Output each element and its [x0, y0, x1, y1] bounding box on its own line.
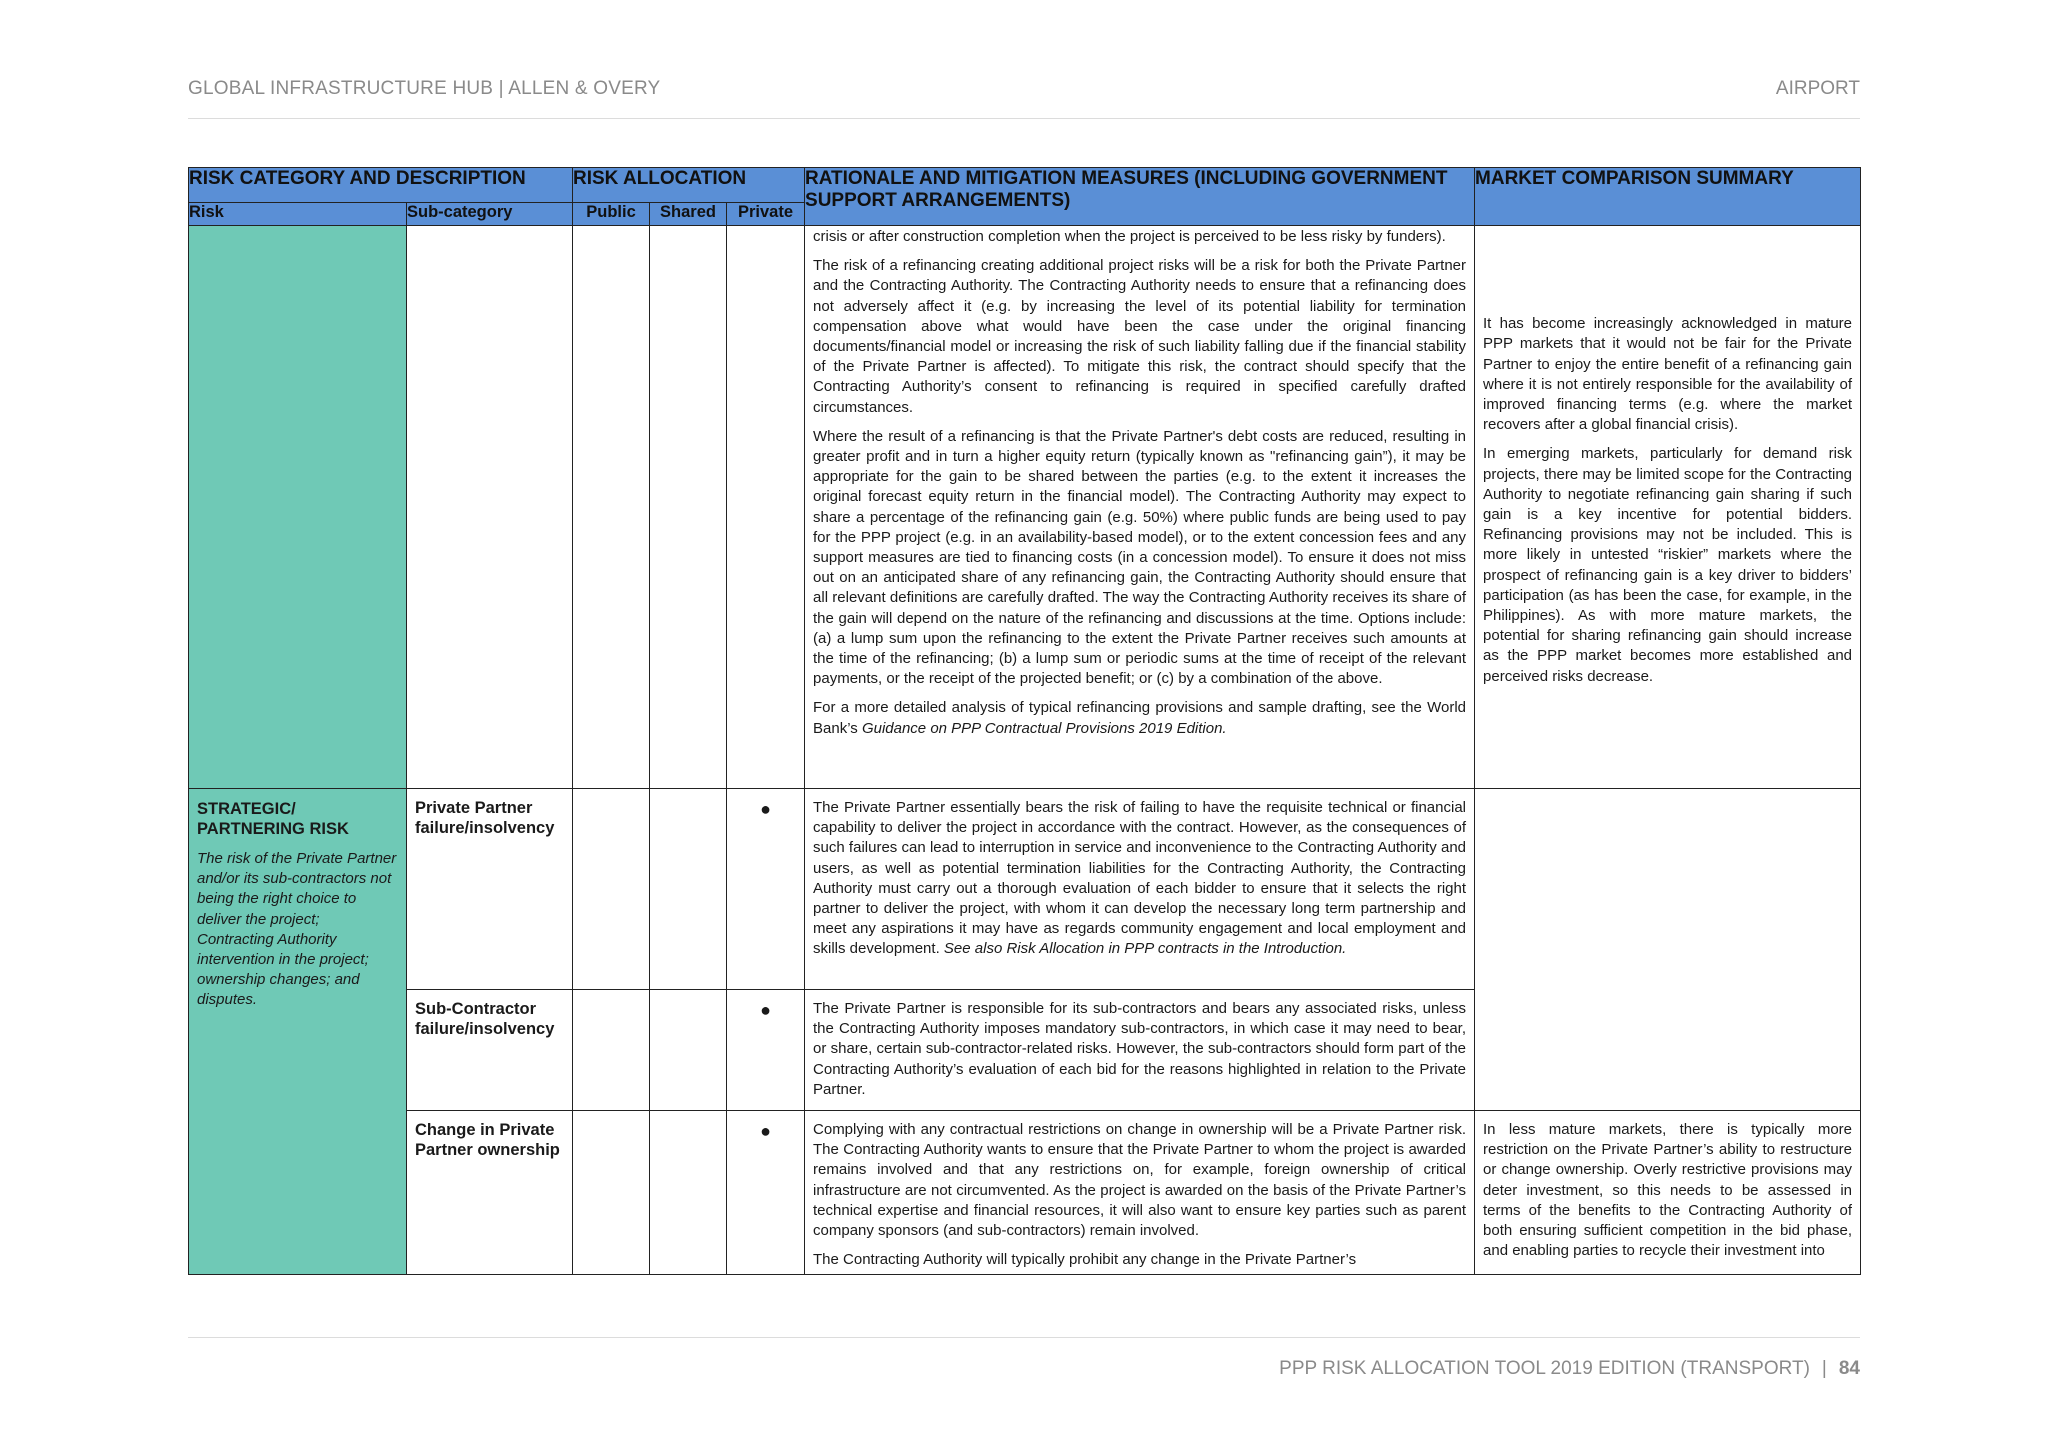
rationale-reference: See also Risk Allocation in PPP contracts in the Introduction.: [943, 940, 1347, 958]
rationale-paragraph: Where the result of a refinancing is that the Private Partner's debt costs are reduced, resulting in greater profit and in turn a higher equity return (typically known as "refinancing gain”), it may be appropriate for the gain to be shared between the parties (e.g. to the extent it increases the original forecast equity return in the financial model). The Contracting Authority may expect to share a percentage of the refinancing gain (e.g. 50%) where public funds are being used to pay for the PPP project (e.g. in an availability-based model), or to the extent concession fees and any support measures are tied to financing costs (in a concession model). To ensure it does not miss out on an anticipated share of any refinancing gain, the Contracting Authority should ensure that all relevant definitions are carefully drafted. The way the Contracting Authority receives its share of the gain will depend on the nature of the refinancing and discussions at the time. Options include: (a) a lump sum upon the refinancing to the extent the Private Partner receives such amounts at the time of the refinancing; (b) a lump sum or periodic sums at the time of receipt of the relevant payments, or the receipt of the projected benefit; or (c) by a combination of the above.: [813, 427, 1467, 688]
shared-cell: [650, 990, 727, 1111]
subcategory-cell-continued: [407, 226, 573, 789]
risk-category-description: The risk of the Private Partner and/or its sub-contractors not being the right choice to deliver the project; Contracting Authority intervention in the project; ownership changes; and disputes.: [197, 850, 397, 1009]
rationale-paragraph: The Contracting Authority will typically prohibit any change in the Private Partner’s: [813, 1251, 1357, 1269]
private-cell: [727, 226, 805, 789]
shared-cell: [650, 789, 727, 990]
rationale-text: The Private Partner essentially bears the risk of failing to have the requisite technical or financial capability to deliver the project in accordance with the contract. However, as the consequences of such failures can lead to interruption in service and inconvenience to the Contracting Authority and users, as well as potential termination liabilities for the Contracting Authority, the Contracting Authority must carry out a thorough evaluation of each bidder to ensure that it selects the right partner to deliver the project, with whom it can develop the necessary long term partnership and meet any aspirations it may have as regards community engagement and local employment and skills development.: [813, 799, 1467, 958]
header-public: Public: [573, 203, 650, 226]
page-number: 84: [1838, 1358, 1860, 1379]
public-cell: [573, 990, 650, 1111]
risk-cell-continued: [189, 226, 407, 789]
header-risk-category: RISK CATEGORY AND DESCRIPTION: [189, 168, 573, 203]
market-cell: [1475, 1111, 1861, 1275]
rationale-cell: [805, 1111, 1475, 1275]
risk-allocation-table: [188, 167, 1861, 1275]
rationale-paragraph: crisis or after construction completion when the project is perceived to be less risky by funders).: [813, 228, 1446, 245]
private-allocation-mark: ●: [727, 1111, 805, 1275]
table-row: [189, 1111, 1861, 1275]
header-subcategory: Sub-category: [407, 203, 573, 226]
page-footer: [1279, 1358, 1860, 1380]
header-market-comparison: MARKET COMPARISON SUMMARY: [1475, 168, 1861, 226]
public-cell: [573, 1111, 650, 1275]
market-cell-empty: [1475, 789, 1861, 1111]
public-cell: [573, 226, 650, 789]
rationale-text: For a more detailed analysis of typical refinancing provisions and sample drafting, see the World Bank’s: [813, 699, 1467, 737]
header-divider: [188, 118, 1860, 119]
risk-category-cell: [189, 789, 407, 1275]
rationale-paragraph: Complying with any contractual restrictions on change in ownership will be a Private Partner risk. The Contracting Authority wants to ensure that the Private Partner to whom the project is awarded remains involved and that any restrictions on, for example, foreign ownership of critical infrastructure are not circumvented. As the project is awarded on the basis of the Private Partner’s technical expertise and financial resources, it will also want to ensure key parties such as parent company sponsors (and sub-contractors) remain involved.: [813, 1121, 1467, 1240]
rationale-paragraph: The risk of a refinancing creating additional project risks will be a risk for both the Private Partner and the Contracting Authority. The Contracting Authority needs to ensure that a refinancing does not adversely affect it (e.g. by increasing the level of its potential liability for termination compensation above what would have been the case under the original financing documents/financial model or increasing the risk of such liability falling due if the financial stability of the Private Partner is affected). To mitigate this risk, the contract should specify that the Contracting Authority’s consent to refinancing is required in specified carefully drafted circumstances.: [813, 257, 1467, 416]
rationale-reference: Guidance on PPP Contractual Provisions 2019 Edition.: [861, 719, 1227, 737]
rationale-cell: The Private Partner is responsible for its sub-contractors and bears any associated risks, unless the Contracting Authority imposes mandatory sub-contractors, in which case it may need to bear, or share, certain sub-contractor-related risks. However, the sub-contractors should form part of the Contracting Authority’s evaluation of each bid for the reasons highlighted in relation to the Private Partner.: [805, 990, 1475, 1111]
subcategory-cell: Sub-Contractor failure/insolvency: [407, 990, 573, 1111]
market-cell: [1475, 226, 1861, 789]
header-shared: Shared: [650, 203, 727, 226]
table-header-row: [189, 168, 1861, 203]
market-paragraph: In emerging markets, particularly for demand risk projects, there may be limited scope for the Contracting Authority to negotiate refinancing gain sharing if such gain is a key incentive for potential bidders. Refinancing provisions may not be included. This is more likely in untested “riskier” markets where the prospect of refinancing gain is a key driver to bidders’ participation (as has been the case, for example, in the Philippines). As with more mature markets, the potential for sharing refinancing gain should increase as the PPP market becomes more established and perceived risks decrease.: [1483, 445, 1853, 685]
table-row: [189, 226, 1861, 789]
market-paragraph: It has become increasingly acknowledged in mature PPP markets that it would not be fair for the Private Partner to enjoy the entire benefit of a refinancing gain where it is not entirely responsible for the availability of improved financing terms (e.g. where the market recovers after a global financial crisis).: [1483, 315, 1853, 434]
risk-category-title: STRATEGIC/ PARTNERING RISK: [197, 800, 349, 838]
header-rationale: RATIONALE AND MITIGATION MEASURES (INCLUDING GOVERNMENT SUPPORT ARRANGEMENTS): [805, 168, 1475, 226]
public-cell: [573, 789, 650, 990]
market-paragraph: In less mature markets, there is typically more restriction on the Private Partner’s ability to restructure or change ownership. Overly restrictive provisions may deter investment, so this needs to be assessed in terms of the benefits to the Contracting Authority of both ensuring sufficient competition in the bid phase, and enabling parties to recycle their investment into: [1483, 1121, 1853, 1260]
subcategory-cell: Private Partner failure/insolvency: [407, 789, 573, 990]
footer-title: PPP RISK ALLOCATION TOOL 2019 EDITION (TRANSPORT): [1279, 1358, 1810, 1379]
market-clip: [1483, 1120, 1852, 1270]
header-risk-allocation: RISK ALLOCATION: [573, 168, 805, 203]
header-risk: Risk: [189, 203, 407, 226]
footer-divider: [188, 1337, 1860, 1338]
rationale-paragraph: [813, 698, 1466, 738]
rationale-cell: [805, 789, 1475, 990]
rationale-cell: [805, 226, 1475, 789]
shared-cell: [650, 226, 727, 789]
footer-separator: |: [1821, 1358, 1827, 1379]
table-row: [189, 789, 1861, 990]
shared-cell: [650, 1111, 727, 1275]
running-header-left: GLOBAL INFRASTRUCTURE HUB | ALLEN & OVERY: [188, 78, 661, 99]
private-allocation-mark: ●: [727, 789, 805, 990]
subcategory-cell: Change in Private Partner ownership: [407, 1111, 573, 1275]
rationale-clip: [813, 1120, 1466, 1270]
running-header-right: AIRPORT: [1775, 78, 1860, 99]
header-private: Private: [727, 203, 805, 226]
private-allocation-mark: ●: [727, 990, 805, 1111]
